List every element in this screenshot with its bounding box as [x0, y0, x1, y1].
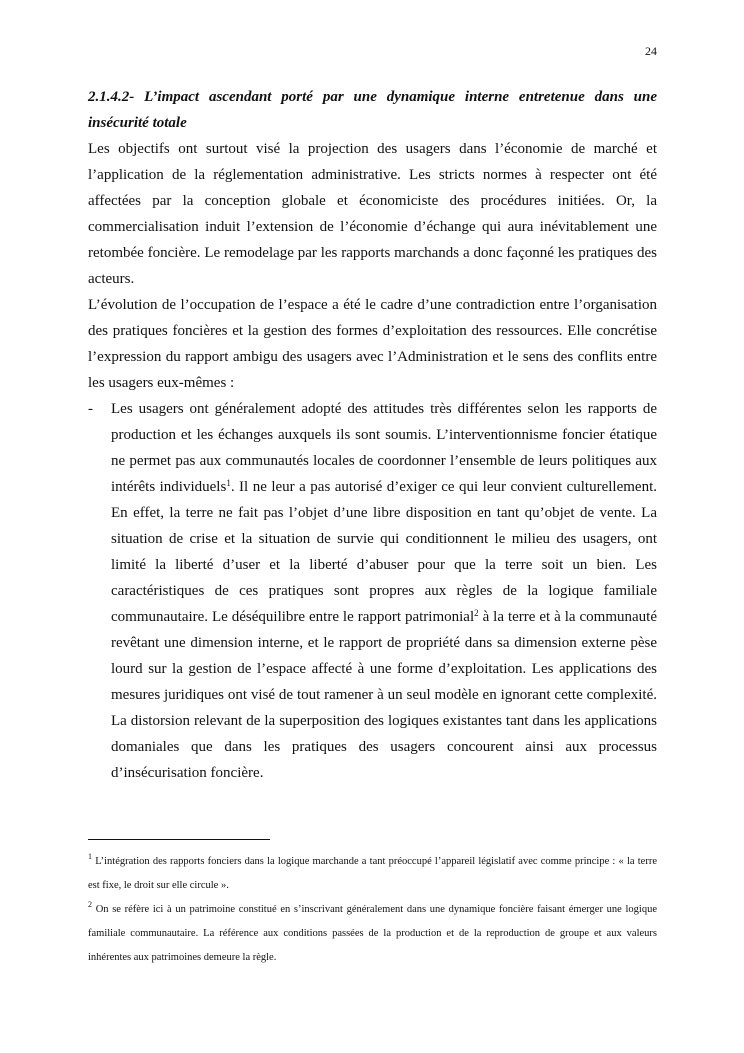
page-number: 24: [645, 44, 657, 58]
footnote-mark-1: 1: [88, 852, 92, 861]
paragraph-2: L’évolution de l’occupation de l’espace a été le cadre d’une contradiction entre l’organisation des pratiques foncières et la gestion des formes d’exploitation des ressources. Elle concrétise l’expression du rapport ambigu des usagers avec l’Administration et le sens des conflits entre les usagers eux-mêmes :: [88, 297, 657, 391]
main-content: [88, 84, 657, 786]
bullet-list: [88, 396, 657, 786]
footnote-text-2: On se réfère ici à un patrimoine constitué en s’inscrivant généralement dans une dynamique foncière faisant émerger une logique familiale communautaire. La référence aux conditions passées de la production et de la reproduction de groupe et aux valeurs inhérentes aux patrimoines demeure la règle.: [88, 904, 657, 963]
bullet-marker: -: [88, 401, 93, 417]
list-item: [88, 396, 657, 786]
bullet-text-part-3: à la terre et à la communauté revêtant une dimension interne, et le rapport de propriété dans sa dimension externe pèse lourd sur la gestion de l’espace affecté à une forme d’exploitation. Les applications des mesures juridiques ont visé de tout ramener à un seul modèle en ignorant cette complexité. La distorsion relevant de la superposition des logiques existantes tant dans les applications domaniales que dans les pratiques des usagers concourent ainsi aux processus d’insécurisation foncière.: [111, 609, 657, 781]
bullet-text-part-1: Les usagers ont généralement adopté des attitudes très différentes selon les rapports de production et les échanges auxquels ils sont soumis. L’interventionnisme foncier étatique ne permet pas aux communautés locales de coordonner l’ensemble de leurs politiques aux intérêts individuels: [111, 401, 657, 495]
section-heading: 2.1.4.2- L’impact ascendant porté par une dynamique interne entretenue dans une insécurité totale: [88, 89, 657, 131]
footnote-mark-2: 2: [88, 900, 92, 909]
footnote-ref-1[interactable]: 1: [226, 478, 231, 488]
footnotes: [88, 850, 657, 970]
footnote-ref-2[interactable]: 2: [474, 608, 479, 618]
footnote-separator: [88, 839, 270, 840]
bullet-text-part-2: . Il ne leur a pas autorisé d’exiger ce qui leur convient culturellement. En effet, la terre ne fait pas l’objet d’une libre disposition en tant qu’objet de vente. La situation de crise et la situation de survie qui conditionnent le milieu des usagers, ont limité la liberté d’user et la liberté d’abuser pour que la terre soit un bien. Les caractéristiques de ces pratiques sont propres aux règles de la logique familiale communautaire. Le déséquilibre entre le rapport patrimonial: [111, 479, 657, 625]
paragraph-1: Les objectifs ont surtout visé la projection des usagers dans l’économie de marché et l’application de la réglementation administrative. Les stricts normes à respecter ont été affectées par la conception globale et économiciste des procédures initiées. Or, la commercialisation induit l’extension de l’économie d’échange qui aura inévitablement une retombée foncière. Le remodelage par les rapports marchands a donc façonné les pratiques des acteurs.: [88, 141, 657, 287]
footnote-2: [88, 898, 657, 970]
footnote-1: [88, 850, 657, 898]
footnote-text-1: L’intégration des rapports fonciers dans la logique marchande a tant préoccupé l’appareil législatif avec comme principe : « la terre est fixe, le droit sur elle circule ».: [88, 856, 657, 891]
